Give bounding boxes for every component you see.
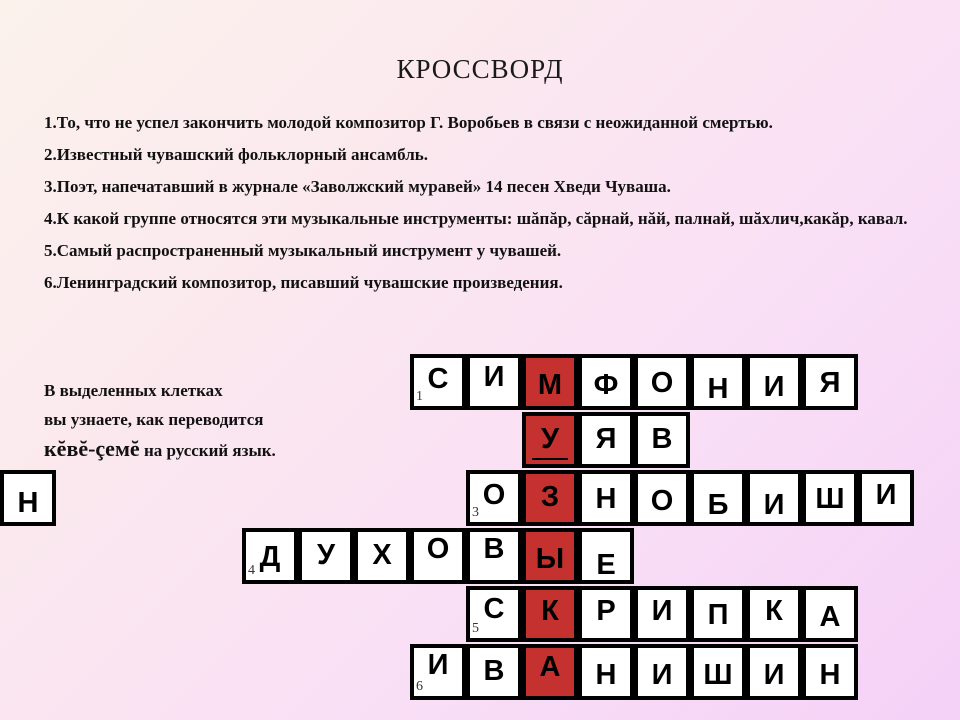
clue-number: 3 (472, 505, 479, 520)
crossword-letter: И (651, 595, 673, 627)
crossword-cell[interactable] (466, 586, 522, 642)
crossword-letter: Н (17, 487, 39, 519)
crossword-cell[interactable] (522, 354, 578, 410)
crossword-cell[interactable] (802, 644, 858, 700)
crossword-letter: Ш (703, 659, 733, 691)
crossword-letter: Б (707, 489, 729, 521)
crossword-letter: М (537, 369, 563, 401)
crossword-letter: И (875, 479, 897, 511)
crossword-letter: Д (259, 541, 281, 573)
hint-code-word: кĕвĕ-çемĕ (44, 436, 140, 461)
crossword-cell[interactable] (802, 354, 858, 410)
crossword-cell[interactable] (410, 644, 466, 700)
crossword-cell[interactable] (578, 644, 634, 700)
crossword-cell[interactable] (578, 470, 634, 526)
crossword-cell[interactable] (746, 470, 802, 526)
crossword-cell[interactable] (522, 470, 578, 526)
crossword-cell[interactable] (634, 644, 690, 700)
crossword-letter: А (539, 651, 561, 683)
crossword-letter: Р (596, 595, 616, 627)
hint-line-1: В выделенных клетках (44, 381, 223, 400)
crossword-letter: Н (595, 659, 617, 691)
crossword-letter: И (651, 659, 673, 691)
crossword-cell[interactable] (578, 412, 634, 468)
crossword-letter: Я (595, 423, 617, 455)
crossword-cell[interactable] (522, 412, 578, 468)
crossword-cell[interactable] (634, 412, 690, 468)
crossword-cell[interactable] (354, 528, 410, 584)
clue-number: 5 (472, 621, 479, 636)
crossword-letter: У (540, 423, 560, 455)
crossword-letter: О (650, 367, 674, 399)
crossword-letter: И (483, 361, 505, 393)
crossword-cell[interactable] (466, 644, 522, 700)
crossword-letter: В (483, 533, 505, 565)
crossword-letter: И (763, 489, 785, 521)
crossword-letter: С (427, 363, 449, 395)
crossword-letter: И (763, 659, 785, 691)
crossword-cell[interactable] (522, 644, 578, 700)
crossword-letter: Ы (535, 543, 565, 575)
crossword-letter: О (426, 533, 450, 565)
page-title: КРОССВОРД (396, 54, 564, 84)
clue-2: 2.Известный чувашский фольклорный ансамбль. (44, 145, 428, 164)
crossword-cell[interactable] (690, 354, 746, 410)
crossword-letter: Е (596, 549, 616, 581)
clue-3: 3.Поэт, напечатавший в журнале «Заволжский муравей» 14 песен Хведи Чуваша. (44, 177, 671, 196)
clue-6: 6.Ленинградский композитор, писавший чувашские произведения. (44, 273, 563, 292)
clue-5: 5.Самый распространенный музыкальный инструмент у чувашей. (44, 241, 562, 260)
crossword-letter: Н (819, 659, 841, 691)
crossword-letter: В (483, 655, 505, 687)
crossword-letter: П (707, 599, 729, 631)
crossword-cell[interactable] (298, 528, 354, 584)
crossword-cell[interactable] (522, 528, 578, 584)
crossword-cell[interactable] (466, 354, 522, 410)
crossword-cell[interactable] (578, 586, 634, 642)
crossword-cell[interactable] (690, 470, 746, 526)
crossword-letter: А (819, 601, 841, 633)
crossword-letter: Ф (593, 369, 619, 401)
crossword-cell[interactable] (746, 644, 802, 700)
crossword-cell[interactable] (0, 470, 56, 526)
crossword-cell[interactable] (410, 354, 466, 410)
crossword-cell[interactable] (578, 354, 634, 410)
hint-line-2: вы узнаете, как переводится (44, 410, 264, 429)
crossword-letter: О (482, 479, 506, 511)
cell-underline (532, 458, 568, 460)
crossword-letter: Ш (815, 483, 845, 515)
crossword-cell[interactable] (634, 586, 690, 642)
crossword-cell[interactable] (746, 354, 802, 410)
crossword-cell[interactable] (410, 528, 466, 584)
crossword-cell[interactable] (690, 644, 746, 700)
crossword-letter: Х (372, 539, 392, 571)
crossword-letter: З (540, 481, 560, 513)
crossword-letter: У (316, 539, 336, 571)
crossword-cell[interactable] (802, 586, 858, 642)
crossword-cell[interactable] (746, 586, 802, 642)
clue-1: 1.То, что не успел закончить молодой композитор Г. Воробьев в связи с неожиданной смертью. (44, 113, 773, 132)
crossword-cell[interactable] (858, 470, 914, 526)
crossword-letter: Я (819, 367, 841, 399)
crossword-letter: И (427, 649, 449, 681)
crossword-cell[interactable] (242, 528, 298, 584)
crossword-letter: Н (595, 483, 617, 515)
crossword-letter: О (650, 485, 674, 517)
crossword-cell[interactable] (634, 470, 690, 526)
clue-4: 4.К какой группе относятся эти музыкальные инструменты: шăпăр, сăрнай, нăй, палнай, шăхлич,какăр, кавал. (44, 209, 908, 228)
crossword-cell[interactable] (578, 528, 634, 584)
hint-line-3-rest: на русский язык. (139, 441, 276, 460)
crossword-cell[interactable] (522, 586, 578, 642)
crossword-letter: Н (707, 373, 729, 405)
crossword-cell[interactable] (634, 354, 690, 410)
crossword-letter: И (763, 371, 785, 403)
crossword-cell[interactable] (466, 528, 522, 584)
crossword-cell[interactable] (466, 470, 522, 526)
crossword-letter: К (541, 595, 559, 627)
crossword-cell[interactable] (802, 470, 858, 526)
crossword-letter: С (483, 593, 505, 625)
crossword-cell[interactable] (690, 586, 746, 642)
clue-number: 6 (416, 679, 423, 694)
crossword-letter: К (765, 595, 783, 627)
crossword-letter: В (651, 423, 673, 455)
clue-number: 4 (248, 563, 255, 578)
clue-number: 1 (416, 389, 423, 404)
